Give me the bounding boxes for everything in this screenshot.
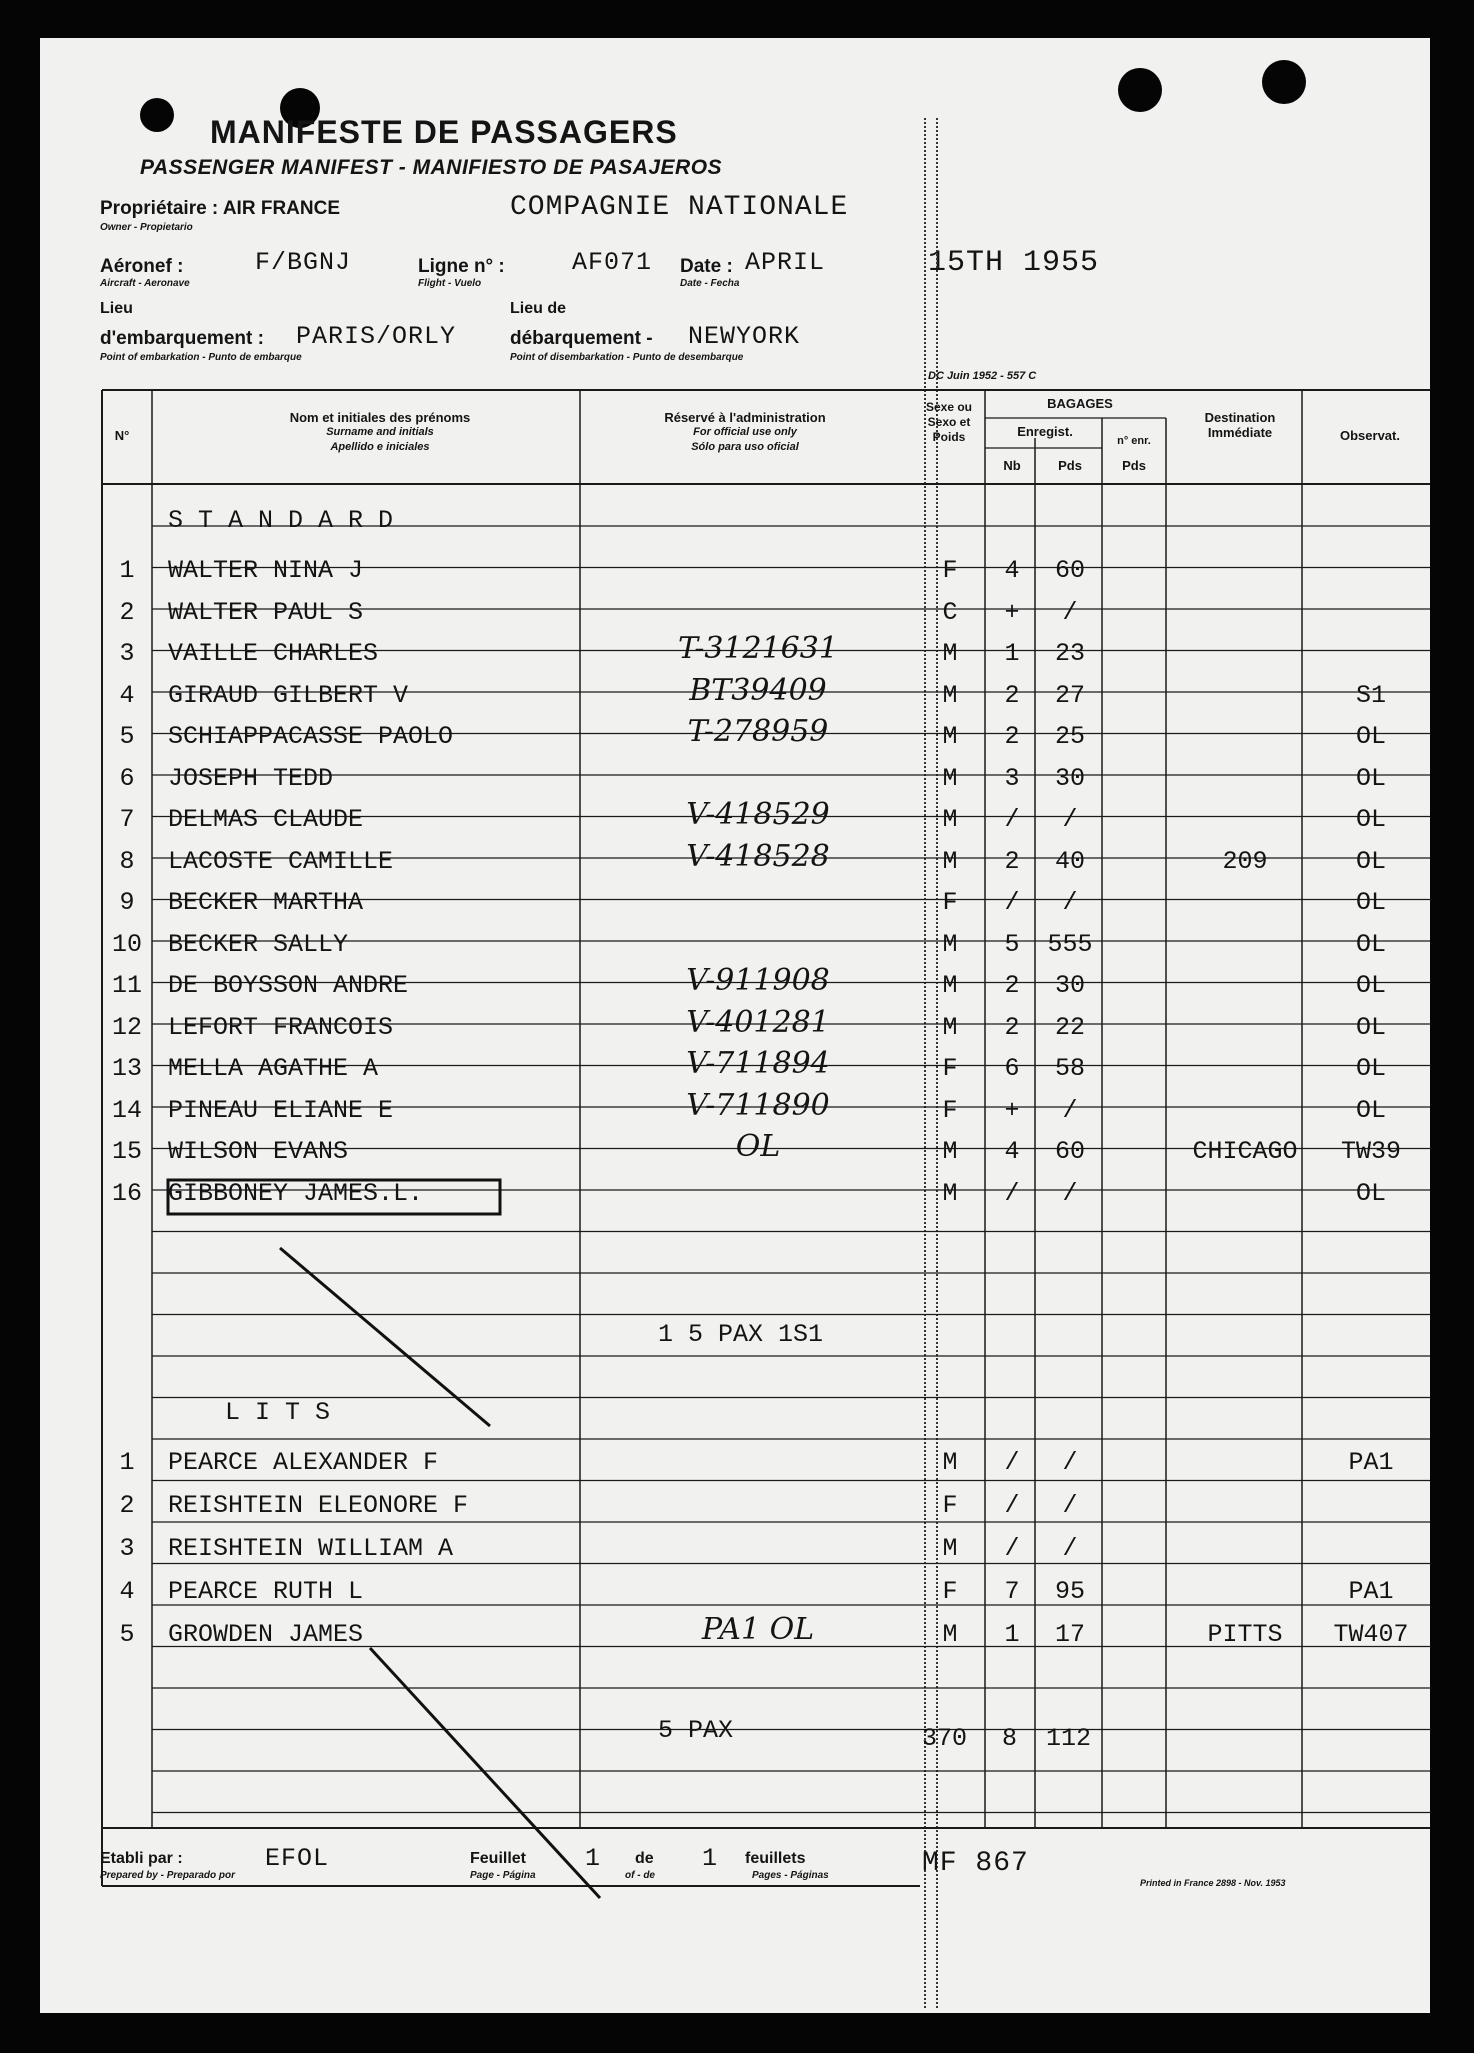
observation: OL [1355,1054,1386,1083]
passenger-name: JOSEPH TEDD [168,763,334,793]
bag-count: / [1004,1491,1020,1520]
passenger-name: PINEAU ELIANE E [168,1095,394,1125]
form-number: MF 867 [922,1848,1029,1879]
admin-note: V-418528 [686,838,830,874]
owner-value: COMPAGNIE NATIONALE [510,192,849,223]
bag-count: / [1004,888,1020,917]
col-observ-header: Observat. [1340,428,1400,443]
sex-value: M [942,1448,958,1477]
sex-value: F [942,888,958,917]
sex-value: M [942,805,958,834]
row-number: 8 [119,846,135,876]
bag-count: + [1004,597,1020,627]
bag-weight: / [1062,1534,1078,1563]
col-sex-header: Sexe ou Sexo et Poids [925,400,973,444]
bag-count: / [1004,1448,1020,1477]
col-unreg-pds-header: Pds [1122,458,1146,473]
sex-value: C [942,597,958,627]
bag-weight: 60 [1054,1137,1085,1166]
bag-weight: 22 [1054,1012,1085,1042]
row-number: 6 [119,763,135,793]
section-lits: L I T S [225,1398,331,1427]
disembark-label-1: Lieu de [510,300,567,317]
row-number: 4 [119,680,135,710]
bag-weight: / [1062,805,1078,834]
observation: OL [1355,1012,1386,1042]
passenger-name: VAILLE CHARLES [168,639,379,668]
sex-value: F [942,556,958,585]
observation: OL [1355,1178,1386,1208]
bag-count: 2 [1004,722,1020,751]
col-admin-es: Sólo para uso oficial [691,441,799,453]
embark-sub-label: Point of embarkation - Punto de embarque [100,352,302,363]
row-number: 5 [119,1620,135,1649]
col-admin-en: For official use only [693,426,797,438]
prepared-value: EFOL [265,1844,330,1873]
of-value: 1 [702,1844,719,1873]
passenger-name: REISHTEIN ELEONORE F [168,1491,469,1520]
admin-note: V-711890 [686,1087,830,1123]
sex-value: M [942,929,958,959]
sex-value: F [942,1577,958,1606]
row-number: 10 [111,929,142,959]
bag-weight: 60 [1054,556,1085,585]
disembark-value: NEWYORK [688,322,801,351]
date-sub-label: Date - Fecha [680,278,740,289]
disembark-label-2: débarquement - [510,328,653,349]
col-baggage-header: BAGAGES [1047,396,1113,411]
row-number: 2 [119,597,135,627]
admin-note: V-711894 [686,1046,830,1081]
bag-count: 2 [1004,971,1020,1000]
owner-label: Propriétaire : AIR FRANCE [100,198,340,219]
bag-weight: 17 [1054,1620,1085,1649]
observation: TW39 [1340,1137,1401,1166]
bag-weight: / [1062,1491,1078,1520]
bag-count: 1 [1004,639,1020,668]
disembark-sub-label: Point of disembarkation - Punto de desembarque [510,352,744,363]
passenger-name: MELLA AGATHE A [168,1054,379,1083]
total-pieces: 8 [1002,1724,1018,1753]
sex-value: M [942,971,958,1000]
page-title: MANIFESTE DE PASSAGERS [210,114,678,150]
observation: OL [1355,971,1386,1000]
bag-count: 4 [1004,556,1020,585]
sex-value: F [942,1054,958,1083]
total-pds: 112 [1046,1724,1092,1753]
bag-weight: 25 [1054,722,1085,751]
observation: PA1 [1348,1577,1394,1606]
passenger-name: SCHIAPPACASSE PAOLO [168,722,454,751]
row-number: 1 [119,556,135,585]
sheets-sub-label: Pages - Páginas [752,1870,829,1881]
row-number: 13 [111,1054,142,1083]
bag-count: / [1004,1534,1020,1563]
bag-count: / [1004,1178,1020,1208]
admin-note: PA1 OL [701,1612,815,1647]
passenger-name: DELMAS CLAUDE [168,805,364,834]
row-number: 16 [111,1178,142,1208]
passenger-name: GIRAUD GILBERT V [168,680,409,710]
sex-value: F [942,1491,958,1520]
col-destination-header: Destination Immédiate [1204,410,1276,440]
row-number: 5 [119,722,135,751]
passenger-name: BECKER MARTHA [168,888,364,917]
bag-weight: / [1062,1178,1078,1208]
page-subtitle: PASSENGER MANIFEST - MANIFIESTO DE PASAJEROS [140,156,723,179]
bag-count: 4 [1004,1137,1020,1166]
lits-total: 5 PAX [658,1716,734,1745]
passenger-name: GROWDEN JAMES [168,1620,364,1649]
row-number: 3 [119,639,135,668]
bag-count: + [1004,1095,1020,1125]
sex-value: M [942,763,958,793]
destination: 209 [1222,846,1268,876]
bag-weight: / [1062,1448,1078,1477]
embark-value: PARIS/ORLY [296,322,457,351]
admin-note: OL [735,1129,781,1164]
bag-count: 2 [1004,680,1020,710]
bag-count: 1 [1004,1620,1020,1649]
embark-label-2: d'embarquement : [100,328,264,349]
bag-weight: 30 [1054,763,1085,793]
admin-note: BT39409 [689,672,827,708]
bag-weight: 40 [1054,846,1085,876]
bag-weight: 58 [1054,1054,1085,1083]
sex-value: M [942,680,958,710]
row-number: 11 [111,971,142,1000]
admin-note: T-3121631 [678,631,838,666]
row-number: 1 [119,1448,135,1477]
passenger-name: DE BOYSSON ANDRE [168,971,409,1000]
aircraft-sub-label: Aircraft - Aeronave [100,278,190,289]
aircraft-label: Aéronef : [100,256,184,277]
col-name-fr: Nom et initiales des prénoms [289,410,471,425]
prepared-label: Etabli par : [100,1850,183,1867]
col-unreg-header: n° enr. [1117,435,1151,447]
bag-count: 6 [1004,1054,1020,1083]
passenger-name: WILSON EVANS [168,1137,349,1166]
sex-value: M [942,1012,958,1042]
row-number: 12 [111,1012,142,1042]
row-number: 14 [111,1095,142,1125]
bag-count: 2 [1004,1012,1020,1042]
standard-total: 1 5 PAX 1S1 [658,1320,824,1349]
observation: TW407 [1333,1620,1409,1649]
flight-value: AF071 [572,248,653,277]
destination: CHICAGO [1192,1137,1298,1166]
prepared-sub-label: Prepared by - Preparado por [100,1870,236,1881]
col-name-es: Apellido e iniciales [330,441,430,453]
flight-label: Ligne n° : [418,256,505,277]
row-number: 3 [119,1534,135,1563]
passenger-name: PEARCE ALEXANDER F [168,1448,439,1477]
bag-count: 7 [1004,1577,1020,1606]
col-nb-header: Nb [1003,458,1021,473]
admin-note: V-911908 [686,963,830,998]
col-admin-header [580,410,910,455]
observation: PA1 [1348,1448,1394,1477]
observation: OL [1355,929,1386,959]
sheet-label: Feuillet [470,1850,527,1867]
col-no-header: N° [114,428,130,443]
col-pds-header: Pds [1058,458,1082,473]
bag-count: 5 [1004,929,1020,959]
form-reference: DC Juin 1952 - 557 C [928,370,1037,382]
row-number: 4 [119,1577,135,1606]
observation: OL [1355,888,1386,917]
printed-note: Printed in France 2898 - Nov. 1953 [1140,1878,1286,1888]
passenger-name: WALTER PAUL S [168,597,364,627]
bag-count: 2 [1004,846,1020,876]
row-number: 9 [119,888,135,917]
col-admin-fr: Réservé à l'administration [664,410,826,425]
bag-weight: 27 [1054,680,1085,710]
sheets-label: feuillets [745,1850,806,1867]
admin-note: V-418529 [686,797,830,832]
sex-value: M [942,1178,958,1208]
sex-value: M [942,846,958,876]
col-name-header [150,410,610,455]
embark-label-1: Lieu [100,300,133,317]
owner-sub-label: Owner - Propietario [100,222,193,233]
col-registered-header: Enregist. [1017,424,1073,439]
date-label: Date : [680,256,733,277]
sex-value: M [942,722,958,751]
bag-weight: 555 [1047,929,1093,959]
observation: OL [1355,763,1386,793]
sheet-value: 1 [585,1844,602,1873]
manifest-page [40,38,1430,2013]
destination: PITTS [1207,1620,1283,1649]
passenger-name: LACOSTE CAMILLE [168,846,394,876]
bag-weight: / [1062,1095,1078,1125]
observation: OL [1355,805,1386,834]
passenger-name: WALTER NINA J [168,556,364,585]
bag-count: / [1004,805,1020,834]
observation: S1 [1355,680,1386,710]
passenger-name: REISHTEIN WILLIAM A [168,1534,454,1563]
bag-weight: / [1062,888,1078,917]
total-weight: 370 [922,1724,968,1753]
flight-sub-label: Flight - Vuelo [418,278,482,289]
sex-value: F [942,1095,958,1125]
admin-note: V-401281 [686,1004,830,1040]
bag-weight: 30 [1054,971,1085,1000]
bag-weight: 95 [1054,1577,1085,1606]
aircraft-value: F/BGNJ [255,248,352,277]
of-label: de [635,1850,654,1867]
bag-count: 3 [1004,763,1020,793]
date-value: APRIL [745,248,826,277]
sex-value: M [942,1534,958,1563]
row-number: 15 [111,1137,142,1166]
sex-value: M [942,1137,958,1166]
sex-value: M [942,639,958,668]
sheet-sub-label: Page - Página [470,1870,536,1881]
sex-value: M [942,1620,958,1649]
passenger-name: PEARCE RUTH L [168,1577,364,1606]
row-number: 7 [119,805,135,834]
section-standard: S T A N D A R D [168,506,394,535]
passenger-name: LEFORT FRANCOIS [168,1012,394,1042]
admin-note: T-278959 [687,714,829,749]
observation: OL [1355,1095,1386,1125]
observation: OL [1355,846,1386,876]
passenger-name: GIBBONEY JAMES.L. [168,1178,424,1208]
of-sub-label: of - de [625,1870,655,1881]
col-name-en: Surname and initials [326,426,434,438]
passenger-name: BECKER SALLY [168,929,349,959]
observation: OL [1355,722,1386,751]
date-value-2: 15TH 1955 [928,246,1100,280]
row-number: 2 [119,1491,135,1520]
bag-weight: 23 [1054,639,1085,668]
bag-weight: / [1062,597,1078,627]
